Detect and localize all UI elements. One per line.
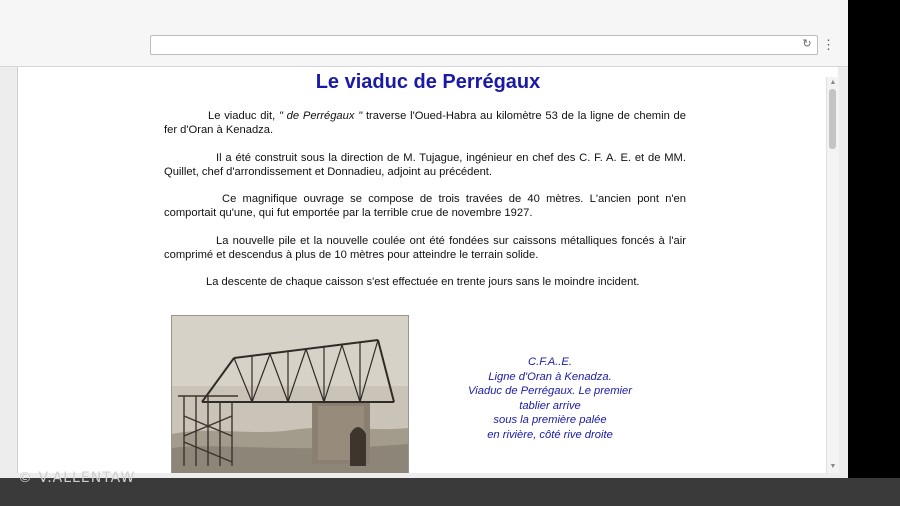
paragraph-3-text: Ce magnifique ouvrage se compose de trois travées de 40 mètres. L'ancien pont n'en comportait qu'une, qui fut emportée par la terrible crue de novembre 1927. bbox=[164, 193, 686, 219]
caption-line-4: tablier arrive bbox=[519, 399, 581, 412]
paragraph-1-start: Le viaduc dit, bbox=[208, 110, 279, 122]
caption-line-3: Viaduc de Perrégaux. Le premier bbox=[468, 385, 632, 397]
paragraph-4 bbox=[164, 234, 686, 262]
paragraph-1 bbox=[164, 109, 686, 137]
title-bar bbox=[0, 0, 848, 30]
caption-line-2: Ligne d'Oran à Kenadza. bbox=[488, 370, 612, 383]
browser-toolbar bbox=[0, 30, 848, 67]
page-title: Le viaduc de Perrégaux bbox=[315, 71, 541, 93]
photo-caption bbox=[450, 355, 650, 442]
scroll-down-arrow-icon[interactable]: ▼ bbox=[829, 463, 837, 470]
paragraph-1-end: traverse l'Oued-Habra au kilomètre 53 de la ligne de chemin de fer d'Oran à Kenadza. bbox=[164, 110, 687, 136]
scroll-up-arrow-icon[interactable]: ▲ bbox=[829, 79, 837, 86]
watermark-text: © V.ALLENTAW bbox=[18, 470, 136, 486]
caption-line-6: en rivière, côté rive droite bbox=[487, 428, 613, 441]
paragraph-1-emphasis: " de Perrégaux " bbox=[278, 110, 363, 122]
paragraph-2 bbox=[164, 151, 686, 179]
paragraph-2-text: Il a été construit sous la direction de M. Tujague, ingénieur en chef des C. F. A. E. et de MM. Quillet, chef d'arrondissement et Donnadieu, adjoint au précédent. bbox=[164, 152, 686, 178]
viaduct-photo-drawing bbox=[172, 316, 408, 473]
paragraph-5-text: La descente de chaque caisson s'est effectuée en trente jours sans le moindre incident. bbox=[206, 276, 640, 288]
reload-icon[interactable]: ↻ bbox=[802, 38, 812, 50]
viaduct-photo bbox=[171, 315, 409, 473]
kebab-menu-icon[interactable]: ⋮ bbox=[822, 37, 835, 52]
scrollbar-thumb[interactable] bbox=[829, 89, 836, 149]
paragraph-3 bbox=[164, 192, 686, 220]
page-viewport bbox=[17, 67, 838, 473]
paragraph-4-text: La nouvelle pile et la nouvelle coulée ont été fondées sur caissons métalliques foncés à l'air comprimé et descendus à plus de 10 mètres pour atteindre le terrain solide. bbox=[164, 235, 686, 261]
paragraph-5 bbox=[164, 275, 686, 289]
caption-line-5: sous la première palée bbox=[493, 414, 607, 426]
address-bar[interactable] bbox=[150, 35, 818, 55]
caption-line-1: C.F.A..E. bbox=[528, 356, 572, 368]
vertical-scrollbar[interactable] bbox=[826, 77, 839, 473]
